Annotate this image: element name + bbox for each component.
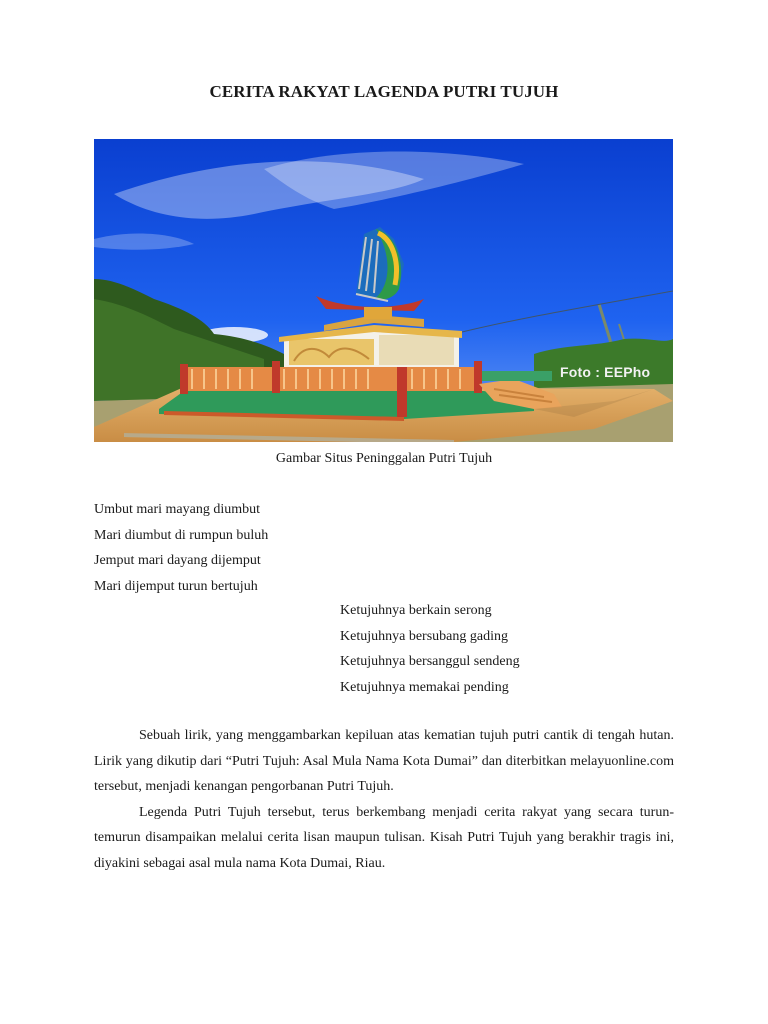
- verse-line: Ketujuhnya bersubang gading: [340, 628, 508, 644]
- photo-watermark: Foto : EEPho: [560, 364, 651, 380]
- monument-photo: [94, 139, 673, 442]
- paragraph: Legenda Putri Tujuh tersebut, terus berkembang menjadi cerita rakyat yang secara turun-temurun disampaikan melalui cerita lisan maupun tulisan. Kisah Putri Tujuh yang berakhir tragis ini, diyakini sebagai asal mula nama Kota Dumai, Riau.: [94, 804, 674, 871]
- verse-right: [340, 598, 520, 700]
- verse-left: [94, 497, 268, 599]
- verse-line: Mari dijemput turun bertujuh: [94, 578, 258, 594]
- verse-line: Umbut mari mayang diumbut: [94, 502, 261, 517]
- verse-line: Ketujuhnya bersanggul sendeng: [340, 654, 520, 669]
- photo-caption: Gambar Situs Peninggalan Putri Tujuh: [275, 451, 493, 466]
- verse-line: Mari diumbut di rumpun buluh: [94, 527, 269, 543]
- body-text: [94, 723, 674, 876]
- verse-line: Ketujuhnya memakai pending: [340, 679, 509, 695]
- paragraph: Sebuah lirik, yang menggambarkan kepiluan atas kematian tujuh putri cantik di tengah hutan. Lirik yang dikutip dari “Putri Tujuh: Asal Mula Nama Kota Dumai” dan diterbitkan melayuonline.com tersebut, menjadi kenangan pengorbanan Putri Tujuh.: [94, 728, 674, 794]
- verse-line: Jemput mari dayang dijemput: [94, 553, 261, 568]
- verse-line: Ketujuhnya berkain serong: [340, 603, 492, 618]
- page-title: CERITA RAKYAT LAGENDA PUTRI TUJUH: [209, 82, 559, 101]
